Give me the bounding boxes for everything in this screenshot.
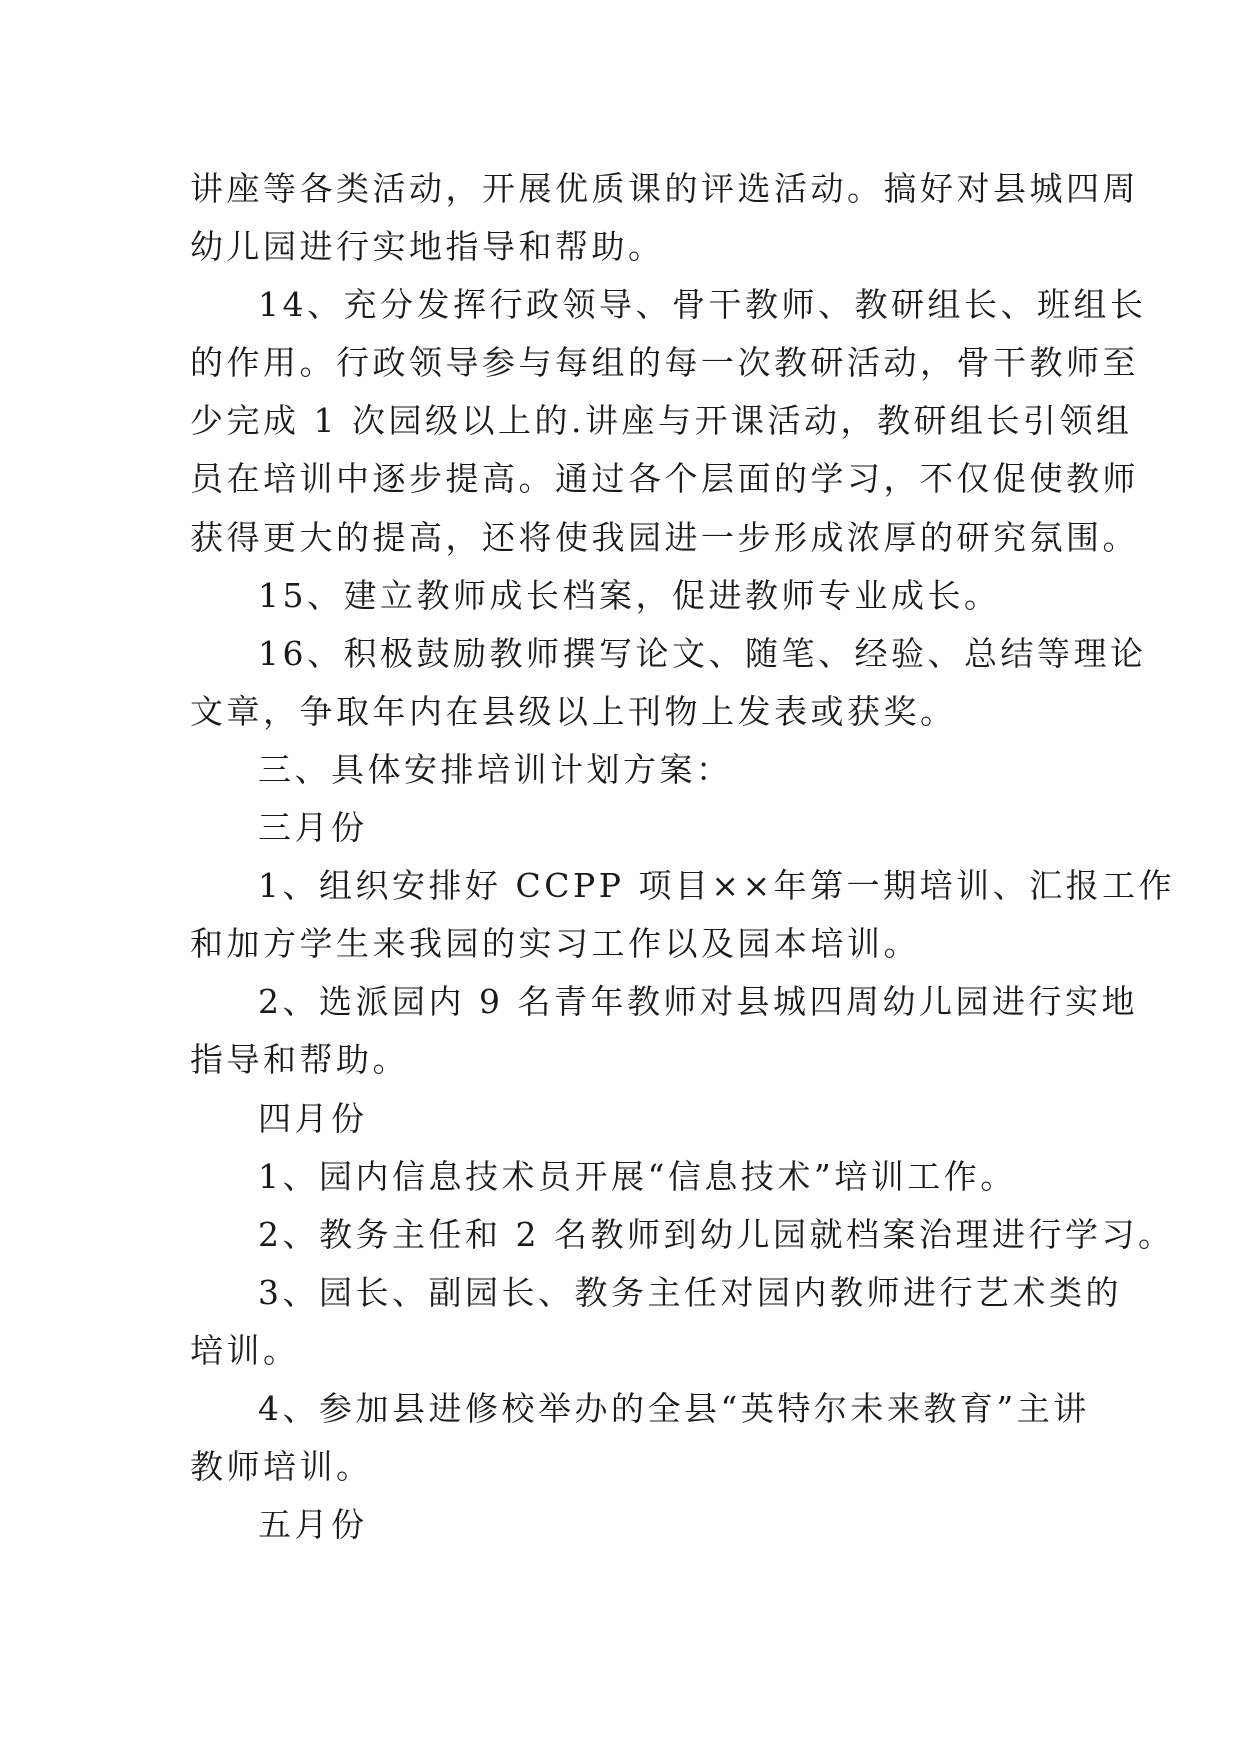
text-line: 获得更大的提高，还将使我园进一步形成浓厚的研究氛围。: [190, 517, 1139, 557]
text-line: 文章，争取年内在县级以上刊物上发表或获奖。: [190, 691, 957, 731]
text-line: 2、选派园内 9 名青年教师对县城四周幼儿园进行实地: [258, 982, 1138, 1022]
text-line: 四月份: [258, 1098, 368, 1138]
text-line: 三、具体安排培训计划方案：: [258, 749, 733, 789]
text-line: 五月份: [258, 1505, 368, 1545]
text-line: 的作用。行政领导参与每组的每一次教研活动，骨干教师至: [190, 343, 1139, 383]
text-line: 讲座等各类活动，开展优质课的评选活动。搞好对县城四周: [190, 169, 1139, 208]
text-line: 指导和帮助。: [190, 1040, 409, 1080]
text-line: 4、参加县进修校举办的全县“英特尔未来教育”主讲: [258, 1388, 1090, 1428]
text-line: 14、充分发挥行政领导、骨干教师、教研组长、班组长: [258, 285, 1147, 325]
text-line: 员在培训中逐步提高。通过各个层面的学习，不仅促使教师: [190, 459, 1139, 499]
text-line: 16、积极鼓励教师撰写论文、随笔、经验、总结等理论: [258, 633, 1147, 673]
text-line: 培训。: [190, 1330, 300, 1370]
text-line: 2、教务主任和 2 名教师到幼儿园就档案治理进行学习。: [258, 1214, 1175, 1254]
text-line: 三月份: [258, 808, 368, 848]
document-body: [190, 160, 1176, 1554]
text-line: 和加方学生来我园的实习工作以及园本培训。: [190, 924, 920, 964]
text-line: 1、组织安排好 CCPP 项目××年第一期培训、汇报工作: [258, 866, 1176, 906]
text-line: 3、园长、副园长、教务主任对园内教师进行艺术类的: [258, 1272, 1122, 1312]
text-line: 15、建立教师成长档案，促进教师专业成长。: [258, 575, 1001, 615]
text-line: 1、园内信息技术员开展“信息技术”培训工作。: [258, 1156, 1017, 1196]
text-line: 少完成 1 次园级以上的.讲座与开课活动，教研组长引领组: [190, 401, 1133, 441]
text-line: 幼儿园进行实地指导和帮助。: [190, 227, 665, 267]
text-line: 教师培训。: [190, 1447, 373, 1487]
